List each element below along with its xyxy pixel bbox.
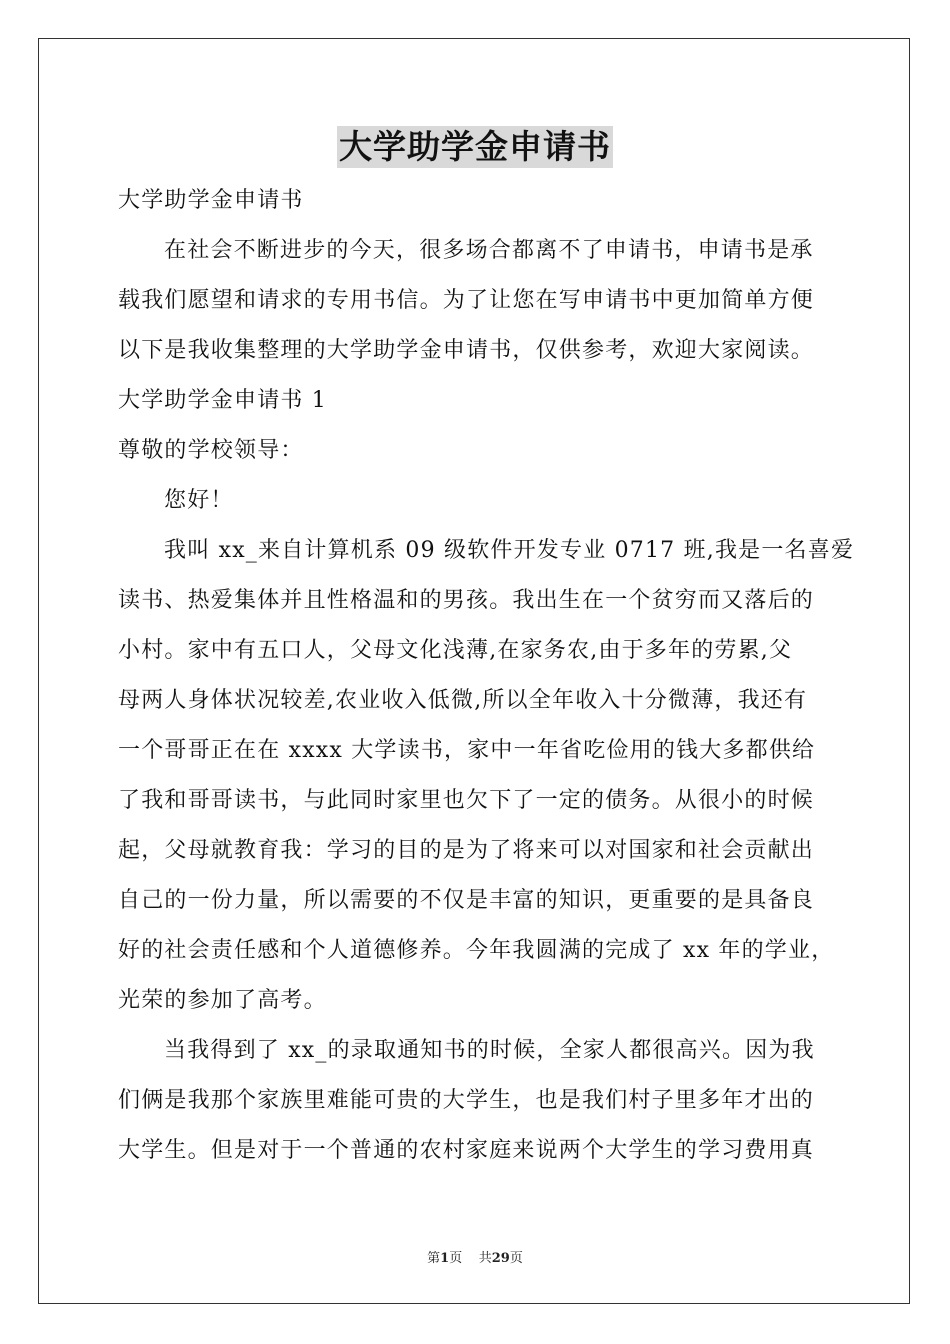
text-line: 母两人身体状况较差,农业收入低微,所以全年收入十分微薄，我还有 (118, 688, 808, 713)
text-line: 光荣的参加了高考。 (118, 988, 327, 1013)
page-number: 1 (440, 1251, 450, 1266)
page-prefix: 第 (427, 1251, 441, 1266)
text-line: 小村。家中有五口人，父母文化浅薄,在家务农,由于多年的劳累,父 (118, 638, 793, 663)
text-line: 大学助学金申请书 (118, 188, 304, 213)
title-container (0, 126, 950, 168)
text-line: 在社会不断进步的今天，很多场合都离不了申请书，申请书是承 (164, 238, 814, 263)
text-line: 我叫 xx_来自计算机系 09 级软件开发专业 0717 班,我是一名喜爱 (164, 538, 855, 563)
text-line: 尊敬的学校领导： (118, 438, 304, 463)
text-line: 一个哥哥正在在 xxxx 大学读书，家中一年省吃俭用的钱大多都供给 (118, 738, 816, 763)
text-line: 自己的一份力量，所以需要的不仅是丰富的知识，更重要的是具备良 (118, 888, 815, 913)
total-pages: 29 (491, 1251, 510, 1266)
text-line: 好的社会责任感和个人道德修养。今年我圆满的完成了 xx 年的学业， (118, 938, 835, 963)
text-line: 载我们愿望和请求的专用书信。为了让您在写申请书中更加简单方便 (118, 288, 815, 313)
text-line: 读书、热爱集体并且性格温和的男孩。我出生在一个贫穷而又落后的 (118, 588, 815, 613)
text-line: 大学助学金申请书 1 (118, 388, 327, 413)
text-line: 起，父母就教育我：学习的目的是为了将来可以对国家和社会贡献出 (118, 838, 815, 863)
total-prefix: 共 (478, 1251, 492, 1266)
text-line: 了我和哥哥读书，与此同时家里也欠下了一定的债务。从很小的时候 (118, 788, 815, 813)
text-line: 以下是我收集整理的大学助学金申请书，仅供参考，欢迎大家阅读。 (118, 338, 815, 363)
text-line: 当我得到了 xx_的录取通知书的时候，全家人都很高兴。因为我 (164, 1038, 815, 1063)
page-suffix: 页 (449, 1251, 463, 1266)
text-line: 大学生。但是对于一个普通的农村家庭来说两个大学生的学习费用真 (118, 1138, 815, 1163)
document-body (118, 176, 855, 1176)
text-line: 您好！ (164, 488, 234, 513)
total-suffix: 页 (509, 1251, 523, 1266)
page-footer (0, 1247, 950, 1266)
text-line: 们俩是我那个家族里难能可贵的大学生，也是我们村子里多年才出的 (118, 1088, 815, 1113)
document-title: 大学助学金申请书 (339, 127, 611, 166)
